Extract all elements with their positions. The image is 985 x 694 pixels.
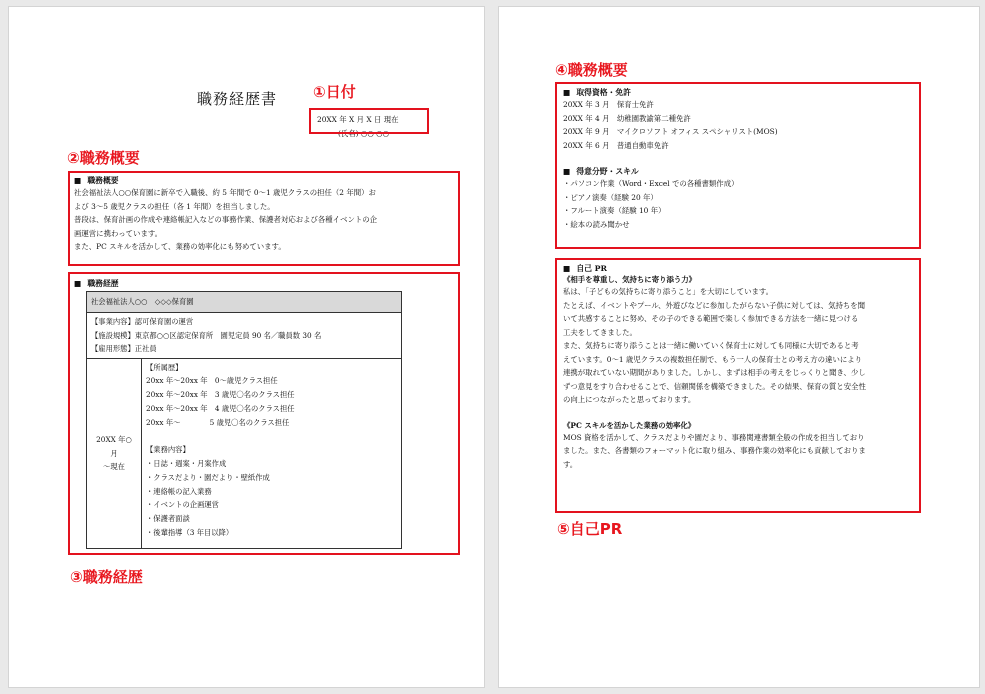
pr-line: 連携が取れていない期間がありました。しかし、まずは相手の考えをじっくりと聞き、少し <box>563 368 866 377</box>
callout-self-pr: ⑤自己PR <box>557 520 623 538</box>
pr-line: また、気持ちに寄り添うことは一緒に働いていく保育士に対しても同様に大切であると考 <box>563 341 859 350</box>
callout-qualifications: ④職務概要 <box>555 61 628 79</box>
detail-line: 20xx 年～ 5 歳児〇名のクラス担任 <box>146 417 290 427</box>
self-pr-heading: ■ 自己 PR <box>563 264 608 273</box>
detail-line: 20xx 年～20xx 年 0～歳児クラス担任 <box>146 376 278 386</box>
square-bullet-icon: ■ <box>563 88 571 97</box>
qualifications-section <box>563 87 917 231</box>
skill-line: ・絵本の読み聞かせ <box>563 219 630 229</box>
detail-line: ・連絡帳の記入業務 <box>146 486 212 496</box>
date-line: 20XX 年 X 月 X 日 現在 <box>317 115 399 124</box>
employment-period: 20XX 年○ 月 ～現在 <box>87 359 142 549</box>
square-bullet-icon: ■ <box>74 279 82 288</box>
pr-line: 工夫をしてきました。 <box>563 327 637 337</box>
summary-line: 社会福祉法人○○保育園に新卒で入職後、約 5 年間で 0～1 歳児クラスの担任（2 年間）お <box>74 188 376 197</box>
square-bullet-icon: ■ <box>563 264 571 273</box>
summary-line: 普段は、保育計画の作成や連絡帳記入などの事務作業、保護者対応および各種イベントの企 <box>74 215 378 224</box>
detail-line: 20xx 年～20xx 年 3 歳児〇名のクラス担任 <box>146 390 295 400</box>
pr-line: ずつ意見をすり合わせることで、信頼関係を構築できました。その結果、保育の質と安全性 <box>563 381 866 391</box>
detail-line: ・保護者面談 <box>146 514 190 524</box>
work-history-heading: ■ 職務経歴 <box>74 279 119 288</box>
self-pr-section <box>563 263 917 471</box>
self-pr-subheading: 《PC スキルを活かした業務の効率化》 <box>563 420 696 430</box>
company-info <box>87 313 401 359</box>
job-summary-heading: ■ 職務概要 <box>74 176 119 185</box>
summary-line: よび 3～5 歳児クラスの担任（各 1 年間）を担当しました。 <box>74 201 275 211</box>
detail-line: ・イベントの企画運営 <box>146 500 219 510</box>
summary-line: 画運営に携わっています。 <box>74 228 163 238</box>
detail-line: 【所属歴】 <box>146 362 183 372</box>
self-pr-subheading: 《相手を尊重し、気持ちに寄り添う力》 <box>563 275 697 284</box>
skill-line: ・フルート演奏（経験 10 年） <box>563 206 666 215</box>
name-line: (氏名) ○○ ○○ <box>338 129 390 138</box>
pr-line: いて共感することに努め、その子のできる範囲で楽しく参加できる方法を一緒に見つける <box>563 314 859 323</box>
pr-line: 私は、「子どもの気持ちに寄り添うこと」を大切にしています。 <box>563 287 774 296</box>
document-title: 職務経歴書 <box>197 90 278 108</box>
summary-line: また、PC スキルを活かして、業務の効率化にも努めています。 <box>74 242 286 251</box>
detail-line: ・後輩指導（3 年目以降） <box>146 528 234 538</box>
callout-date: ①日付 <box>313 83 356 101</box>
detail-line: 20xx 年～20xx 年 4 歳児〇名のクラス担任 <box>146 403 295 413</box>
pr-line: す。 <box>563 459 578 469</box>
square-bullet-icon: ■ <box>563 167 571 176</box>
qualification-line: 20XX 年 3 月 保育士免許 <box>563 100 654 109</box>
detail-line: ・日誌・週案・月案作成 <box>146 459 227 469</box>
detail-line: 【業務内容】 <box>146 445 190 455</box>
job-details <box>142 359 299 549</box>
history-row <box>87 359 401 549</box>
callout-job-summary: ②職務概要 <box>67 149 140 167</box>
date-highlight-box <box>309 108 429 134</box>
pr-line: ました。また、各書類のフォーマット化に取り組み、事務作業の効率化にも貢献しておりま <box>563 446 866 455</box>
info-line: 【施設規模】東京都○○区認定保育所 園児定員 90 名／職員数 30 名 <box>91 330 322 340</box>
callout-work-history: ③職務経歴 <box>70 568 143 586</box>
skills-heading: ■ 得意分野・スキル <box>563 167 639 176</box>
info-line: 【事業内容】認可保育園の運営 <box>91 317 194 326</box>
qualification-line: 20XX 年 6 月 普通自動車免許 <box>563 140 669 150</box>
qualification-line: 20XX 年 9 月 マイクロソフト オフィス スペシャリスト(MOS) <box>563 127 778 136</box>
square-bullet-icon: ■ <box>74 176 82 185</box>
skill-line: ・ピアノ演奏（経験 20 年） <box>563 192 658 202</box>
detail-line: ・クラスだより・園だより・壁紙作成 <box>146 472 270 482</box>
pr-line: MOS 資格を活かして、クラスだよりや園だより、事務関連書類全般の作成を担当しており <box>563 432 865 442</box>
job-summary-section <box>74 175 454 254</box>
qualifications-heading: ■ 取得資格・免許 <box>563 88 631 97</box>
info-line: 【雇用形態】正社員 <box>91 344 157 353</box>
skill-line: ・パソコン作業（Word・Excel での各種書類作成） <box>563 179 739 188</box>
work-history-table <box>86 291 402 549</box>
qualification-line: 20XX 年 4 月 幼稚園教諭第二種免許 <box>563 113 691 123</box>
pr-line: えています。0～1 歳児クラスの複数担任制で、もう一人の保育士との考え方の違いにより <box>563 354 863 364</box>
detail-line <box>146 429 295 443</box>
pr-line: たとえば、イベントやプール、外遊びなどに参加したがらない子供に対しては、気持ちを聞 <box>563 300 866 310</box>
pr-line: の向上につながったと思っております。 <box>563 395 696 404</box>
company-name: 社会福祉法人○○ ◇◇◇保育園 <box>87 292 401 313</box>
